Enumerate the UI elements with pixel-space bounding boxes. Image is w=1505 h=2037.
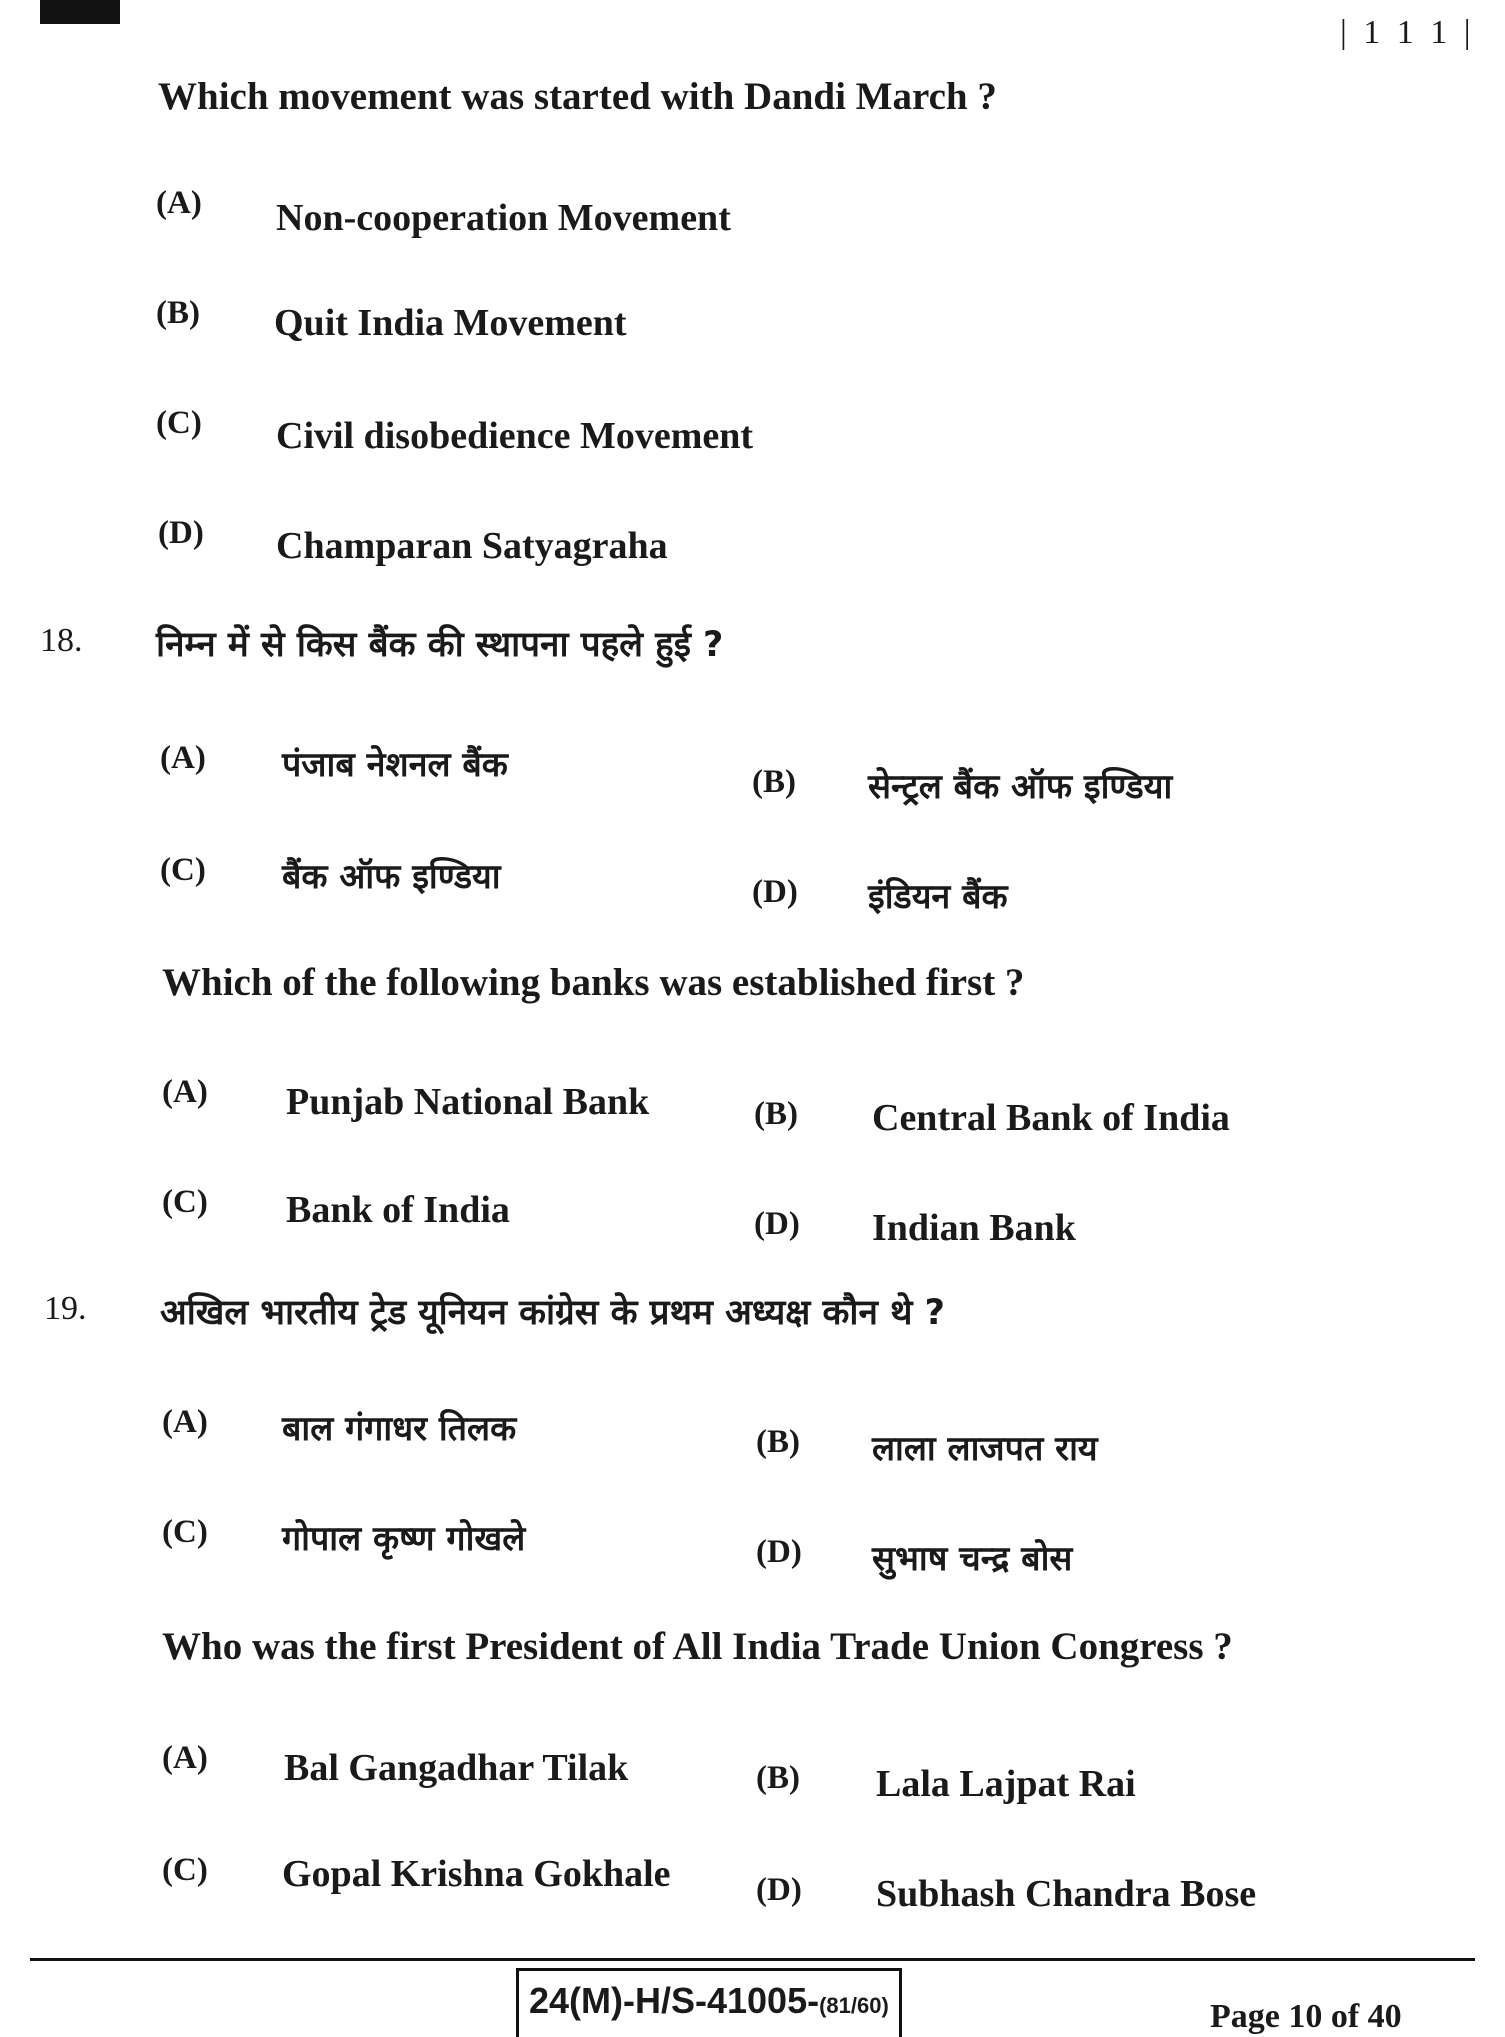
paper-code-suffix: (81/60) xyxy=(819,1993,889,2018)
q18-option-c-text-hi: बैंक ऑफ इण्डिया xyxy=(282,857,501,897)
q19-option-b-label-hi: (B) xyxy=(756,1424,800,1460)
q17-option-a-text: Non-cooperation Movement xyxy=(276,197,731,239)
q18-option-b-label-hi: (B) xyxy=(752,764,796,800)
paper-code xyxy=(516,1968,902,2037)
q18-option-b-text-hi: सेन्ट्रल बैंक ऑफ इण्डिया xyxy=(868,767,1173,807)
q19-option-a-text-hi: बाल गंगाधर तिलक xyxy=(282,1409,517,1449)
q19-option-d-text-en: Subhash Chandra Bose xyxy=(876,1873,1257,1915)
paper-code-main: 24(M)-H/S-41005- xyxy=(529,1980,820,2021)
q19-option-a-label-en: (A) xyxy=(162,1740,208,1776)
q17-option-c-text: Civil disobedience Movement xyxy=(276,415,754,457)
q19-option-b-text-en: Lala Lajpat Rai xyxy=(876,1763,1136,1805)
q19-question-hi: अखिल भारतीय ट्रेड यूनियन कांग्रेस के प्रथम अध्यक्ष कौन थे ? xyxy=(160,1293,945,1333)
q18-option-a-label-en: (A) xyxy=(162,1074,208,1110)
q19-option-c-text-en: Gopal Krishna Gokhale xyxy=(282,1853,671,1895)
q18-option-d-label-hi: (D) xyxy=(752,874,798,910)
q18-option-a-text-hi: पंजाब नेशनल बैंक xyxy=(282,745,508,785)
q17-option-d-label: (D) xyxy=(158,515,204,551)
q17-option-c-label: (C) xyxy=(156,405,202,441)
q18-option-d-label-en: (D) xyxy=(754,1206,800,1242)
page-marker: | 1 1 1 | xyxy=(1340,14,1475,51)
q19-option-d-label-en: (D) xyxy=(756,1872,802,1908)
footer-rule xyxy=(30,1958,1475,1961)
q17-option-a-label: (A) xyxy=(156,185,202,221)
q18-option-d-text-en: Indian Bank xyxy=(872,1207,1076,1249)
q19-option-b-label-en: (B) xyxy=(756,1760,800,1796)
q19-option-c-label-en: (C) xyxy=(162,1852,208,1888)
q18-option-c-label-hi: (C) xyxy=(160,852,206,888)
q19-option-a-label-hi: (A) xyxy=(162,1404,208,1440)
q19-option-d-text-hi: सुभाष चन्द्र बोस xyxy=(872,1539,1073,1579)
q18-question-en: Which of the following banks was established first ? xyxy=(162,961,1025,1004)
q18-option-c-label-en: (C) xyxy=(162,1184,208,1220)
q19-question-en: Who was the first President of All India Trade Union Congress ? xyxy=(162,1625,1233,1668)
q18-option-c-text-en: Bank of India xyxy=(286,1189,510,1231)
q17-option-d-text: Champaran Satyagraha xyxy=(276,525,668,567)
page-number: Page 10 of 40 xyxy=(1210,1998,1402,2035)
q18-option-a-label-hi: (A) xyxy=(160,740,206,776)
q17-question-en: Which movement was started with Dandi March ? xyxy=(158,75,997,118)
q18-option-d-text-hi: इंडियन बैंक xyxy=(868,877,1008,917)
q19-option-d-label-hi: (D) xyxy=(756,1534,802,1570)
q17-option-b-text: Quit India Movement xyxy=(274,302,627,344)
q18-question-hi: निम्न में से किस बैंक की स्थापना पहले हुई ? xyxy=(156,625,724,665)
q18-option-b-text-en: Central Bank of India xyxy=(872,1097,1230,1139)
q19-option-c-label-hi: (C) xyxy=(162,1514,208,1550)
q17-option-b-label: (B) xyxy=(156,295,200,331)
q18-option-a-text-en: Punjab National Bank xyxy=(286,1081,650,1123)
q19-option-c-text-hi: गोपाल कृष्ण गोखले xyxy=(282,1519,526,1559)
q19-number: 19. xyxy=(44,1290,87,1327)
q19-option-a-text-en: Bal Gangadhar Tilak xyxy=(284,1747,629,1789)
corner-mark xyxy=(40,0,120,24)
q18-number: 18. xyxy=(40,622,83,659)
q18-option-b-label-en: (B) xyxy=(754,1096,798,1132)
q19-option-b-text-hi: लाला लाजपत राय xyxy=(872,1429,1098,1469)
